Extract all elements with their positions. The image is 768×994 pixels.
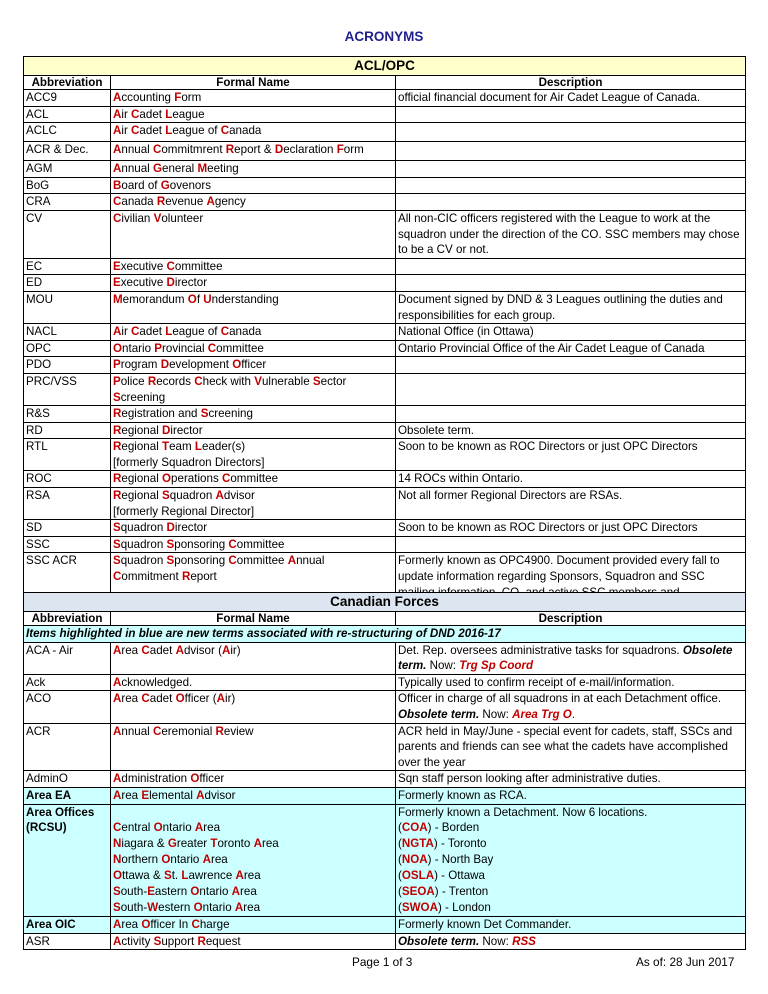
abbreviation-cell — [24, 723, 111, 771]
formal-name-text: Air Cadet League of Canada — [113, 325, 262, 339]
description-cell — [396, 787, 746, 804]
area-code: NGTA — [401, 836, 434, 850]
description-text: Soon to be known as ROC Directors or just OPC Directors — [398, 521, 698, 535]
description-cell — [396, 177, 746, 194]
table-row — [24, 123, 746, 142]
area-location-code: (COA) - Borden — [398, 821, 480, 835]
page-title: ACRONYMS — [344, 29, 424, 44]
formal-name-cell — [111, 804, 396, 917]
formal-name-cell — [111, 674, 396, 691]
abbreviation-cell — [24, 804, 111, 917]
abbreviation-text: ASR — [26, 934, 50, 948]
description-cell — [396, 520, 746, 537]
table-row — [24, 210, 746, 258]
table-row — [24, 177, 746, 194]
formal-name-cell — [111, 471, 396, 488]
description-cell — [396, 488, 746, 520]
description-text: Formerly known a Detachment. Now 6 locations. — [398, 805, 648, 819]
abbreviation-text: OPC — [26, 341, 52, 355]
section-title: Canadian Forces — [24, 593, 746, 612]
abbreviation-text: AGM — [26, 162, 53, 176]
note-text: Items highlighted in blue are new terms associated with re-structuring of DND 2016-17 — [24, 626, 746, 643]
formal-name-cell — [111, 357, 396, 374]
table-row — [24, 324, 746, 341]
description-cell — [396, 439, 746, 471]
abbreviation-cell — [24, 917, 111, 934]
formal-name-text: Civilian Volunteer — [113, 211, 204, 225]
formal-name-text: Area Cadet Advisor (Air) — [113, 643, 241, 657]
obsolete-label: Obsolete term. — [398, 934, 480, 948]
formal-name-text: Regional Squadron Advisor — [113, 489, 255, 503]
description-cell — [396, 324, 746, 341]
formal-name-cell — [111, 142, 396, 161]
abbreviation-cell — [24, 291, 111, 323]
table-row — [24, 406, 746, 423]
description-text: official financial document for Air Cadet League of Canada. — [398, 91, 701, 104]
abbreviation-cell — [24, 161, 111, 178]
table-row — [24, 642, 746, 674]
formal-name-text: Board of Govenors — [113, 178, 212, 192]
formal-name-cell — [111, 488, 396, 520]
abbreviation-cell — [24, 642, 111, 674]
description-text: Soon to be known as ROC Directors or just OPC Directors — [398, 440, 698, 454]
obsolete-label: Obsolete term. — [398, 707, 480, 721]
area-location-name: Northern Ontario Area — [113, 853, 228, 867]
formal-name-cell — [111, 723, 396, 771]
formal-name-cell — [111, 439, 396, 471]
description-cell — [396, 210, 746, 258]
formal-name-cell — [111, 787, 396, 804]
formal-name-text: Squadron Director — [113, 521, 208, 535]
description-cell — [396, 106, 746, 123]
abbreviation-text: AdminO — [26, 772, 68, 786]
abbreviation-cell — [24, 90, 111, 107]
abbreviation-text: RTL — [26, 440, 48, 454]
area-location-code: (SEOA) - Trenton — [398, 884, 489, 898]
abbreviation-text: ACL — [26, 107, 49, 121]
formal-name-text: Regional Director — [113, 423, 203, 437]
column-headers — [24, 612, 746, 626]
abbreviation-cell — [24, 691, 111, 723]
formal-name-cell — [111, 90, 396, 107]
formal-name-text: Program Development Officer — [113, 358, 267, 372]
abbreviation-text: ED — [26, 276, 43, 290]
abbreviation-text: CV — [26, 211, 43, 225]
description-cell — [396, 194, 746, 211]
area-location-code: (NOA) - North Bay — [398, 852, 494, 866]
description-header: Description — [396, 76, 746, 90]
formal-name-text: Accounting Form — [113, 91, 202, 104]
abbreviation-text: ACC9 — [26, 91, 57, 104]
now-label: Now: — [482, 707, 509, 721]
formal-name-text: Registration and Screening — [113, 407, 253, 421]
description-cell — [396, 406, 746, 423]
now-label: Now: — [482, 934, 509, 948]
area-code: SWOA — [401, 900, 438, 914]
area-location-code: (NGTA) - Toronto — [398, 836, 487, 850]
description-header: Description — [396, 612, 746, 626]
formal-name-text: Air Cadet League of Canada — [113, 124, 262, 138]
abbreviation-text: Area EA — [26, 788, 72, 802]
formal-name-text: Annual Ceremonial Review — [113, 724, 254, 738]
formal-name-cell — [111, 210, 396, 258]
formal-name-cell — [111, 340, 396, 357]
description-cell — [396, 723, 746, 771]
abbreviation-cell — [24, 258, 111, 275]
section-header-canadian-forces — [24, 593, 746, 612]
section-title: ACL/OPC — [24, 57, 746, 76]
abbreviation-cell — [24, 422, 111, 439]
abbreviation-cell — [24, 142, 111, 161]
table-row — [24, 106, 746, 123]
abbreviation-text: ACA - Air — [26, 643, 74, 657]
abbreviation-text: Area Offices — [26, 805, 95, 819]
formal-name-text: Regional Operations Committee — [113, 472, 279, 486]
formal-name-cell — [111, 933, 396, 950]
formal-name-text: Acknowledged. — [113, 675, 193, 689]
formal-name-text: Annual General Meeting — [113, 162, 239, 176]
formal-name-header: Formal Name — [111, 612, 396, 626]
formal-name-note: [formerly Squadron Directors] — [113, 455, 265, 469]
formal-name-cell — [111, 275, 396, 292]
table-row — [24, 291, 746, 323]
acl-opc-table — [23, 56, 746, 601]
description-cell — [396, 357, 746, 374]
table-row — [24, 771, 746, 788]
abbreviation-text: BoG — [26, 178, 50, 192]
abbreviation-text: SSC ACR — [26, 554, 77, 568]
formal-name-cell — [111, 106, 396, 123]
area-location-name: Ottawa & St. Lawrence Area — [113, 869, 261, 883]
abbreviation-cell — [24, 488, 111, 520]
formal-name-text: Annual Commitmrent Report & Declaration Form — [113, 143, 364, 157]
abbreviation-header: Abbreviation — [24, 612, 111, 626]
table-row — [24, 804, 746, 917]
abbreviation-text: ACR — [26, 724, 51, 738]
description-text: Officer in charge of all squadrons in at each Detachment office. — [398, 692, 722, 706]
formal-name-text: Area Officer In Charge — [113, 918, 230, 932]
formal-name-text: Regional Team Leader(s) — [113, 440, 246, 454]
abbreviation-text: Ack — [26, 675, 46, 689]
formal-name-cell — [111, 691, 396, 723]
formal-name-cell — [111, 520, 396, 537]
formal-name-cell — [111, 161, 396, 178]
area-location-name: Niagara & Greater Toronto Area — [113, 837, 279, 851]
now-term: Area Trg O — [512, 707, 572, 721]
abbreviation-text: RSA — [26, 489, 50, 503]
description-cell — [396, 275, 746, 292]
description-text: Typically used to confirm receipt of e-mail/information. — [398, 675, 675, 689]
description-cell — [396, 422, 746, 439]
acl-opc-rows — [24, 90, 746, 601]
area-code: OSLA — [401, 868, 435, 882]
abbreviation-cell — [24, 933, 111, 950]
table-row — [24, 674, 746, 691]
formal-name-cell — [111, 642, 396, 674]
formal-name-cell — [111, 123, 396, 142]
abbreviation-cell — [24, 324, 111, 341]
description-cell — [396, 373, 746, 405]
table-row — [24, 933, 746, 950]
description-text: Det. Rep. oversees administrative tasks for squadrons. — [398, 643, 680, 657]
formal-name-cell — [111, 258, 396, 275]
obsolete-label: Obsolete term. — [398, 643, 733, 673]
abbreviation-cell — [24, 123, 111, 142]
section-header-acl-opc — [24, 57, 746, 76]
formal-name-text: Area Cadet Officer (Air) — [113, 692, 236, 706]
formal-name-text: Administration Officer — [113, 772, 225, 786]
formal-name-text: Executive Director — [113, 276, 208, 290]
abbreviation-text: ACR & Dec. — [26, 143, 89, 157]
abbreviation-cell — [24, 771, 111, 788]
now-term: RSS — [512, 934, 536, 948]
abbreviation-text: EC — [26, 259, 43, 273]
abbreviation-text: SD — [26, 521, 43, 535]
table-row — [24, 275, 746, 292]
formal-name-cell — [111, 194, 396, 211]
area-location-name: South-Eastern Ontario Area — [113, 885, 257, 899]
description-text: Obsolete term. — [398, 423, 475, 437]
abbreviation-cell — [24, 373, 111, 405]
description-text: Formerly known as RCA. — [398, 788, 527, 802]
abbreviation-cell — [24, 210, 111, 258]
abbreviation-cell — [24, 357, 111, 374]
blue-highlight-note — [24, 626, 746, 643]
description-text: 14 ROCs within Ontario. — [398, 472, 524, 486]
table-row — [24, 422, 746, 439]
abbreviation-text: MOU — [26, 292, 54, 306]
description-cell — [396, 161, 746, 178]
description-text: Not all former Regional Directors are RSAs. — [398, 489, 623, 503]
description-text: Sqn staff person looking after administrative duties. — [398, 772, 661, 786]
area-code: SEOA — [401, 884, 435, 898]
abbreviation-cell — [24, 536, 111, 553]
abbreviation-subtext: (RCSU) — [26, 821, 67, 835]
formal-name-text: Memorandum Of Understanding — [113, 292, 279, 306]
table-row — [24, 723, 746, 771]
table-row — [24, 471, 746, 488]
table-row — [24, 142, 746, 161]
table-row — [24, 691, 746, 723]
page-number: Page 1 of 3 — [352, 955, 413, 969]
table-row — [24, 258, 746, 275]
formal-name-cell — [111, 291, 396, 323]
table-row — [24, 917, 746, 934]
description-text: Ontario Provincial Office of the Air Cadet League of Canada — [398, 341, 705, 355]
abbreviation-text: PRC/VSS — [26, 374, 77, 388]
formal-name-text: Ontario Provincial Committee — [113, 341, 264, 355]
abbreviation-cell — [24, 674, 111, 691]
now-label: Now: — [429, 659, 457, 673]
description-cell — [396, 258, 746, 275]
table-row — [24, 373, 746, 405]
abbreviation-cell — [24, 275, 111, 292]
area-location-name: South-Western Ontario Area — [113, 901, 261, 915]
table-row — [24, 194, 746, 211]
formal-name-text: Squadron Sponsoring Committee Annual Commitment Report — [113, 554, 325, 584]
canadian-forces-table — [23, 592, 746, 950]
description-cell — [396, 90, 746, 107]
table-row — [24, 536, 746, 553]
description-text: Formerly known as OPC4900. Document provided every fall to update information regarding Sponsors, Squadron and SSC — [398, 554, 720, 584]
description-text: ACR held in May/June - special event for cadets, staff, SSCs and parents and friends can see what the cadets have accomplished over the year — [398, 724, 733, 769]
formal-name-text: Activity Support Request — [113, 934, 241, 948]
abbreviation-cell — [24, 194, 111, 211]
canadian-forces-rows — [24, 642, 746, 950]
abbreviation-cell — [24, 106, 111, 123]
description-cell — [396, 471, 746, 488]
description-cell — [396, 674, 746, 691]
area-code: COA — [401, 821, 428, 835]
abbreviation-cell — [24, 406, 111, 423]
abbreviation-text: ROC — [26, 472, 52, 486]
table-row — [24, 357, 746, 374]
formal-name-text: Police Records Check with Vulnerable Sector Screening — [113, 374, 347, 404]
table-row — [24, 787, 746, 804]
area-location-name: Central Ontario Area — [113, 821, 221, 835]
formal-name-cell — [111, 917, 396, 934]
abbreviation-cell — [24, 520, 111, 537]
table-row — [24, 90, 746, 107]
formal-name-cell — [111, 373, 396, 405]
formal-name-cell — [111, 324, 396, 341]
area-location-code: (SWOA) - London — [398, 900, 491, 914]
description-cell — [396, 642, 746, 674]
abbreviation-cell — [24, 471, 111, 488]
formal-name-cell — [111, 406, 396, 423]
formal-name-text: Squadron Sponsoring Committee — [113, 537, 285, 551]
description-cell — [396, 933, 746, 950]
abbreviation-cell — [24, 787, 111, 804]
description-cell: Officer in charge of all squadrons in at each Detachment office. Obsolete term. Now: Area Trg O. — [396, 691, 746, 723]
description-text: Document signed by DND & 3 Leagues outlining the duties and responsibilities for each group. — [398, 292, 723, 322]
description-cell — [396, 536, 746, 553]
table-row — [24, 488, 746, 520]
description-cell — [396, 142, 746, 161]
abbreviation-text: ACLC — [26, 124, 57, 138]
column-headers — [24, 76, 746, 90]
formal-name-text: Executive Committee — [113, 259, 223, 273]
formal-name-note: [formerly Regional Director] — [113, 504, 255, 518]
formal-name-text: Canada Revenue Agency — [113, 195, 246, 209]
description-cell — [396, 123, 746, 142]
now-term: Trg Sp Coord — [459, 659, 534, 673]
abbreviation-text: ACO — [26, 692, 52, 706]
formal-name-text: Air Cadet League — [113, 107, 205, 121]
description-cell — [396, 771, 746, 788]
area-code: NOA — [401, 852, 428, 866]
formal-name-cell — [111, 771, 396, 788]
description-text: National Office (in Ottawa) — [398, 325, 534, 339]
formal-name-text: Area Elemental Advisor — [113, 788, 236, 802]
table-row — [24, 161, 746, 178]
description-text: All non-CIC officers registered with the League to work at the squadron under the direction of the CO. SSC members may chose to be a CV or not. — [398, 211, 740, 257]
abbreviation-header: Abbreviation — [24, 76, 111, 90]
description-cell — [396, 804, 746, 917]
abbreviation-text: PDO — [26, 358, 52, 372]
abbreviation-text: R&S — [26, 407, 50, 421]
table-row — [24, 340, 746, 357]
description-text: Formerly known Det Commander. — [398, 918, 572, 932]
as-of-date: As of: 28 Jun 2017 — [636, 955, 735, 969]
table-row — [24, 439, 746, 471]
abbreviation-cell — [24, 340, 111, 357]
description-cell — [396, 917, 746, 934]
formal-name-header: Formal Name — [111, 76, 396, 90]
abbreviation-text: SSC — [26, 537, 50, 551]
formal-name-cell — [111, 422, 396, 439]
abbreviation-text: NACL — [26, 325, 57, 339]
description-cell — [396, 340, 746, 357]
description-cell — [396, 291, 746, 323]
formal-name-cell — [111, 536, 396, 553]
abbreviation-cell — [24, 439, 111, 471]
abbreviation-text: CRA — [26, 195, 51, 209]
table-row — [24, 520, 746, 537]
area-location-code: (OSLA) - Ottawa — [398, 868, 485, 882]
abbreviation-cell — [24, 177, 111, 194]
abbreviation-text: RD — [26, 423, 43, 437]
formal-name-cell — [111, 177, 396, 194]
abbreviation-text: Area OIC — [26, 918, 76, 932]
